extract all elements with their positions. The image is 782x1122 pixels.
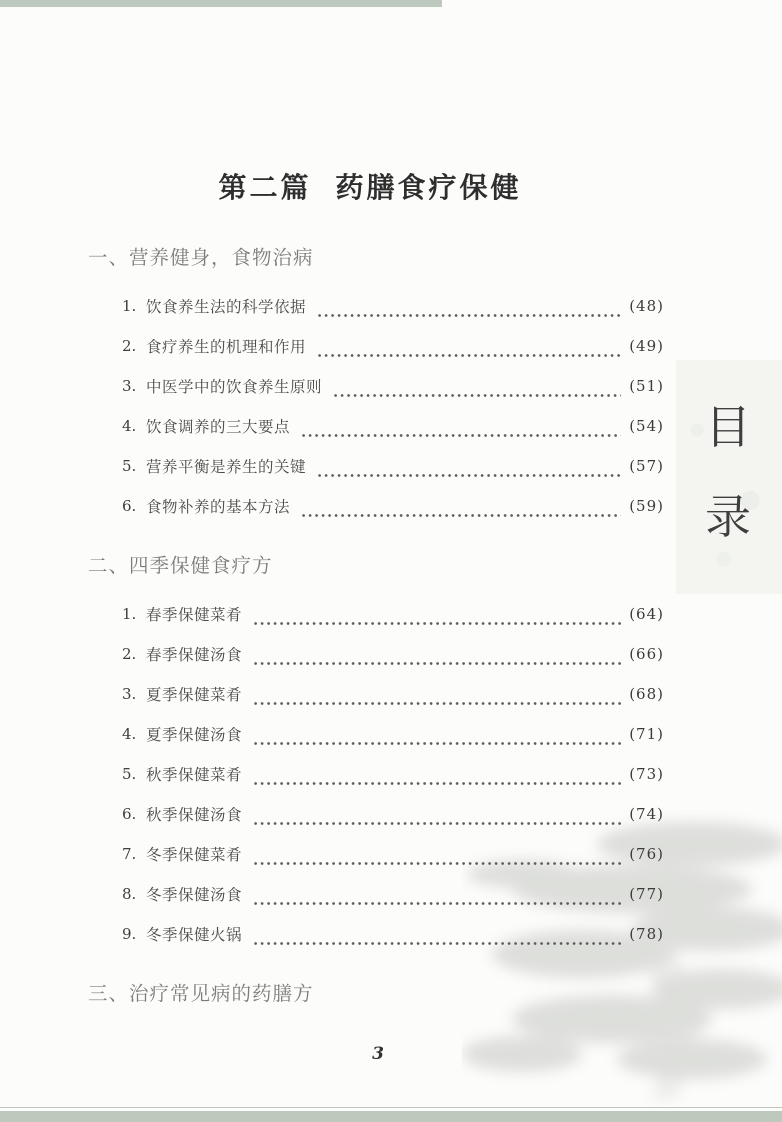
dot-leader [302, 514, 621, 517]
toc-section [88, 242, 664, 526]
bottom-accent-bar [0, 1111, 782, 1122]
toc-entry-title: 冬季保健汤食 [146, 886, 243, 904]
margin-label-char-1: 目 [705, 400, 751, 454]
toc-entry-page: (66) [629, 645, 664, 663]
dot-leader [254, 622, 621, 625]
dot-leader [254, 742, 621, 745]
toc-entry [88, 486, 664, 526]
dot-leader [318, 314, 621, 317]
toc-entry-page: (71) [629, 725, 664, 743]
dot-leader [254, 782, 621, 785]
dot-leader [254, 702, 621, 705]
toc-entry-page: (57) [629, 457, 664, 475]
toc-entry-number: 1. [122, 605, 137, 623]
toc-entry-number: 6. [122, 805, 137, 823]
toc-entry-title: 冬季保健菜肴 [146, 846, 243, 864]
toc-entry-number: 3. [122, 685, 137, 703]
toc-entry-page: (54) [629, 417, 664, 435]
toc-entry-number: 1. [122, 297, 137, 315]
toc-entry-title: 饮食养生法的科学依据 [146, 298, 307, 316]
page-title [0, 166, 740, 206]
toc-entry [88, 794, 664, 834]
dot-leader [254, 942, 621, 945]
section-heading: 一、营养健身，食物治病 [88, 246, 314, 269]
dot-leader [318, 474, 621, 477]
toc-entry-page: (64) [629, 605, 664, 623]
toc-entry [88, 714, 664, 754]
toc-entry-title: 春季保健菜肴 [146, 606, 243, 624]
toc-entry-title: 夏季保健菜肴 [146, 686, 243, 704]
toc-entry [88, 366, 664, 406]
toc-entry [88, 834, 664, 874]
toc-entry-title: 饮食调养的三大要点 [146, 418, 291, 436]
toc-entry-title: 夏季保健汤食 [146, 726, 243, 744]
toc-entry-title: 秋季保健汤食 [146, 806, 243, 824]
section-heading: 三、治疗常见病的药膳方 [88, 982, 314, 1005]
page-title-part2: 药膳食疗保健 [335, 171, 522, 204]
toc-entry-number: 5. [122, 765, 137, 783]
toc-entry-number: 7. [122, 845, 137, 863]
toc-entry [88, 634, 664, 674]
dot-leader [254, 862, 621, 865]
toc-entry [88, 754, 664, 794]
dot-leader [254, 822, 621, 825]
toc-entry-page: (74) [629, 805, 664, 823]
toc [88, 242, 664, 1016]
toc-entry-number: 5. [122, 457, 137, 475]
toc-list [88, 286, 664, 526]
top-accent-bar [0, 0, 442, 7]
toc-entry [88, 674, 664, 714]
toc-entry-number: 6. [122, 497, 137, 515]
margin-label-toc [702, 400, 754, 544]
toc-entry-page: (48) [629, 297, 664, 315]
toc-entry-title: 食物补养的基本方法 [146, 498, 291, 516]
toc-list [88, 594, 664, 954]
toc-entry-title: 春季保健汤食 [146, 646, 243, 664]
toc-entry-page: (59) [629, 497, 664, 515]
toc-entry [88, 874, 664, 914]
toc-entry-title: 食疗养生的机理和作用 [146, 338, 307, 356]
toc-entry [88, 594, 664, 634]
toc-entry-page: (51) [629, 377, 664, 395]
dot-leader [334, 394, 621, 397]
toc-entry [88, 914, 664, 954]
margin-label-char-2: 录 [705, 490, 751, 544]
toc-entry-page: (73) [629, 765, 664, 783]
dot-leader [254, 902, 621, 905]
toc-entry-number: 4. [122, 725, 137, 743]
dot-leader [254, 662, 621, 665]
bottom-rule [0, 1107, 782, 1108]
dot-leader [302, 434, 621, 437]
toc-entry-page: (49) [629, 337, 664, 355]
toc-entry-title: 中医学中的饮食养生原则 [146, 378, 323, 396]
toc-entry-title: 秋季保健菜肴 [146, 766, 243, 784]
toc-entry [88, 446, 664, 486]
toc-entry [88, 286, 664, 326]
toc-entry-page: (68) [629, 685, 664, 703]
toc-entry-page: (76) [629, 845, 664, 863]
page-title-part1: 第二篇 [218, 171, 312, 204]
page-number: 3 [372, 1044, 384, 1064]
toc-entry [88, 406, 664, 446]
section-heading: 二、四季保健食疗方 [88, 554, 273, 577]
toc-entry-number: 8. [122, 885, 137, 903]
dot-leader [318, 354, 621, 357]
toc-entry-number: 3. [122, 377, 137, 395]
toc-entry-page: (78) [629, 925, 664, 943]
toc-entry [88, 326, 664, 366]
toc-entry-title: 冬季保健火锅 [146, 926, 243, 944]
toc-entry-page: (77) [629, 885, 664, 903]
toc-section [88, 978, 664, 1006]
toc-entry-number: 2. [122, 645, 137, 663]
toc-entry-title: 营养平衡是养生的关键 [146, 458, 307, 476]
toc-entry-number: 9. [122, 925, 137, 943]
toc-section [88, 550, 664, 954]
toc-entry-number: 2. [122, 337, 137, 355]
toc-entry-number: 4. [122, 417, 137, 435]
